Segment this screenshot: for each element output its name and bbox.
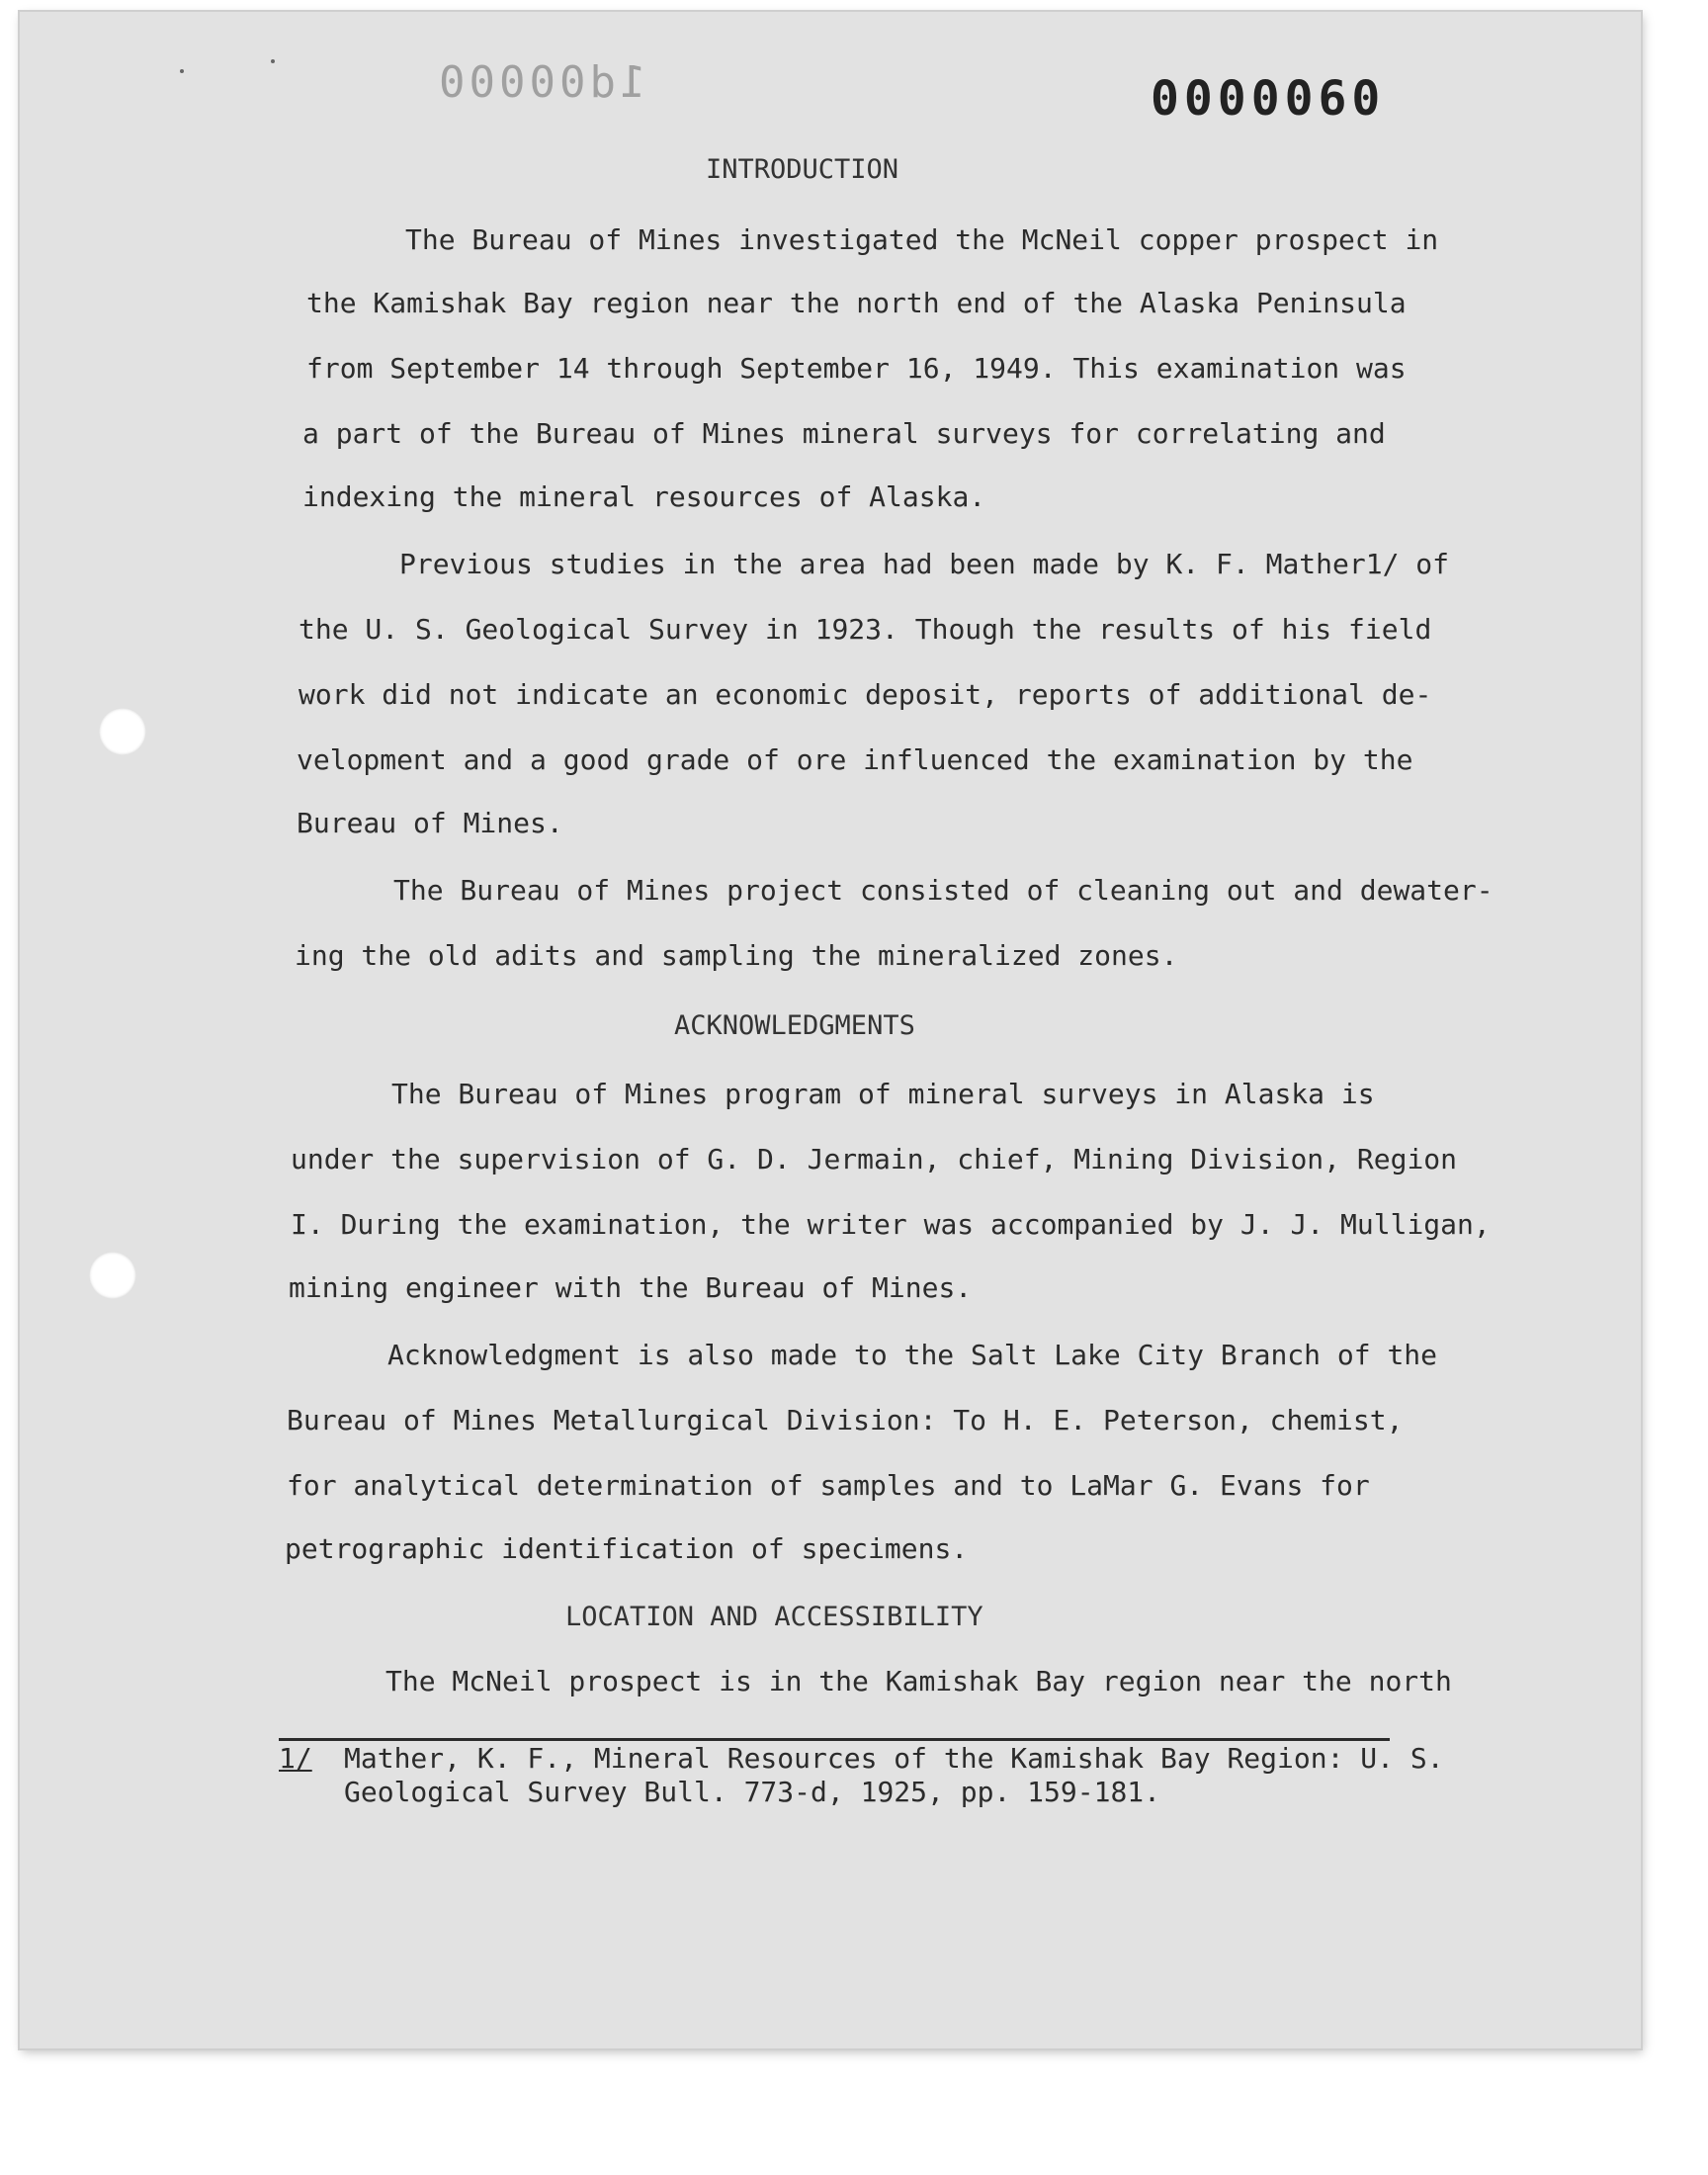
body-line: work did not indicate an economic deposit, reports of additional de- bbox=[299, 678, 1432, 711]
body-line: I. During the examination, the writer was accompanied by J. J. Mulligan, bbox=[291, 1208, 1491, 1241]
body-line: The Bureau of Mines project consisted of cleaning out and dewater- bbox=[393, 874, 1494, 907]
footnote-line: Mather, K. F., Mineral Resources of the Kamishak Bay Region: U. S. bbox=[344, 1742, 1444, 1775]
dust-speck bbox=[180, 69, 184, 73]
faded-page-stamp: 1d00000 bbox=[435, 57, 646, 108]
body-line: Bureau of Mines Metallurgical Division: To H. E. Peterson, chemist, bbox=[287, 1404, 1404, 1436]
body-line: Acknowledgment is also made to the Salt Lake City Branch of the bbox=[387, 1339, 1438, 1371]
body-line: under the supervision of G. D. Jermain, chief, Mining Division, Region bbox=[291, 1143, 1458, 1175]
footnote-divider bbox=[279, 1738, 1390, 1741]
body-line: a part of the Bureau of Mines mineral surveys for correlating and bbox=[302, 417, 1386, 450]
body-line: the Kamishak Bay region near the north end of the Alaska Peninsula bbox=[306, 287, 1407, 319]
body-line: ing the old adits and sampling the mineralized zones. bbox=[295, 939, 1178, 972]
footnote-marker: 1/ bbox=[279, 1742, 312, 1775]
body-line: petrographic identification of specimens. bbox=[285, 1532, 969, 1565]
body-line: The Bureau of Mines program of mineral surveys in Alaska is bbox=[391, 1078, 1375, 1110]
acknowledgments-heading: ACKNOWLEDGMENTS bbox=[674, 1010, 915, 1041]
dust-speck bbox=[271, 59, 275, 63]
body-line: mining engineer with the Bureau of Mines. bbox=[289, 1271, 973, 1304]
body-line: Bureau of Mines. bbox=[297, 807, 563, 839]
location-heading: LOCATION AND ACCESSIBILITY bbox=[565, 1602, 983, 1632]
body-line: The McNeil prospect is in the Kamishak Bay region near the north bbox=[385, 1665, 1452, 1697]
introduction-heading: INTRODUCTION bbox=[706, 154, 899, 185]
footnote-line: Geological Survey Bull. 773-d, 1925, pp. 159-181. bbox=[344, 1776, 1161, 1808]
page-stamp-number: 0000060 bbox=[1151, 71, 1386, 127]
body-line: velopment and a good grade of ore influenced the examination by the bbox=[297, 743, 1413, 776]
punch-hole-upper bbox=[99, 708, 146, 755]
body-line: for analytical determination of samples and to LaMar G. Evans for bbox=[287, 1469, 1370, 1502]
body-line: from September 14 through September 16, 1949. This examination was bbox=[306, 352, 1407, 385]
body-line: indexing the mineral resources of Alaska. bbox=[302, 480, 986, 513]
punch-hole-lower bbox=[89, 1252, 136, 1299]
body-line: Previous studies in the area had been made by K. F. Mather1/ of bbox=[399, 548, 1450, 580]
body-line: The Bureau of Mines investigated the McNeil copper prospect in bbox=[405, 223, 1439, 256]
body-line: the U. S. Geological Survey in 1923. Though the results of his field bbox=[299, 613, 1432, 646]
